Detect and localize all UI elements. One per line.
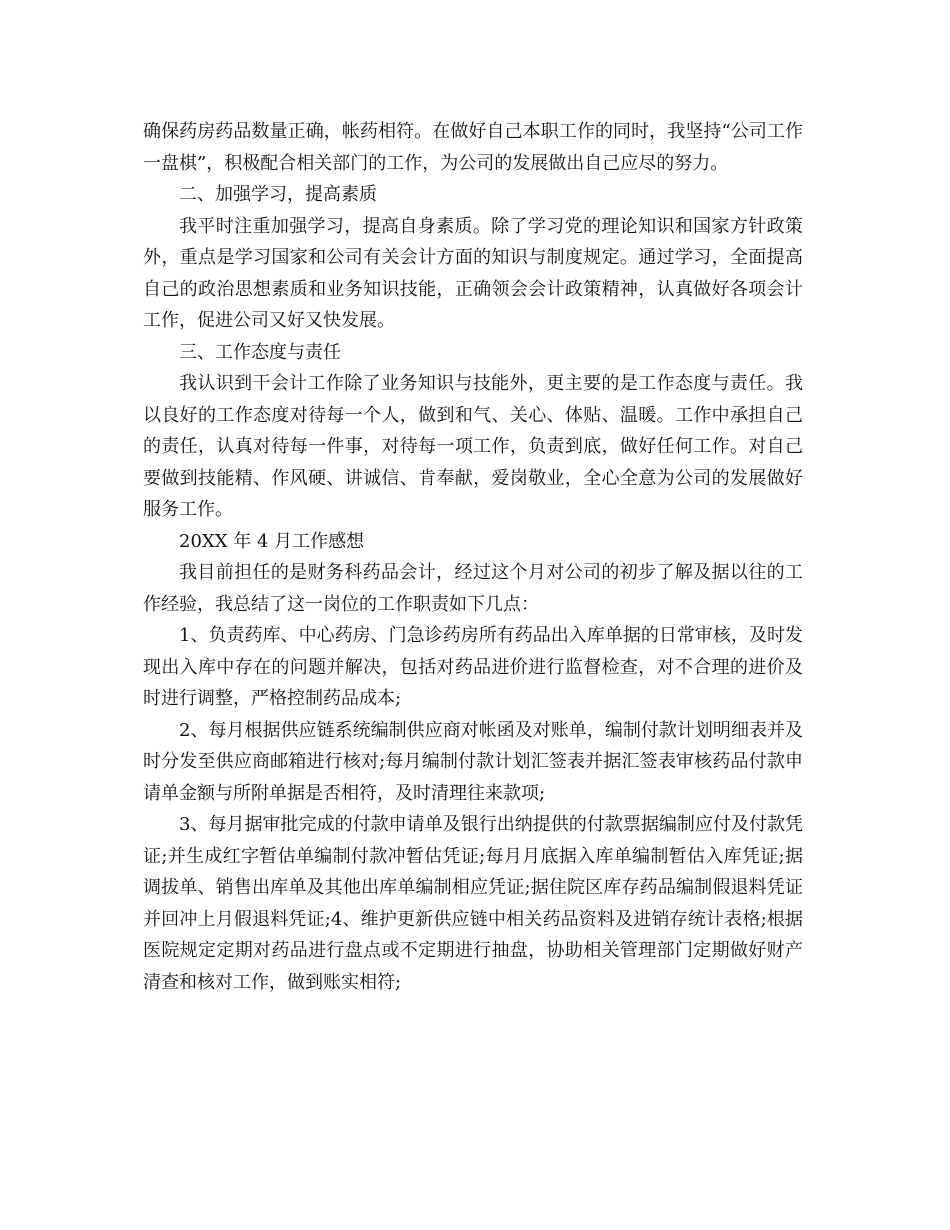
paragraph-4: 我目前担任的是财务科药品会计，经过这个月对公司的初步了解及据以往的工作经验，我总结了这一岗位的工作职责如下几点： (143, 562, 803, 615)
duty-item-1: 1、负责药库、中心药房、门急诊药房所有药品出入库单据的日常审核，及时发现出入库中存在的问题并解决，包括对药品进价进行监督检查，对不合理的进价及时进行调整，严格控制药品成本; (143, 625, 803, 709)
section-heading-3: 三、工作态度与责任 (179, 341, 341, 363)
paragraph-1: 确保药房药品数量正确，帐药相符。在做好自己本职工作的同时，我坚持“公司工作一盘棋”，积极配合相关部门的工作，为公司的发展做出自己应尽的努力。 (143, 121, 803, 174)
paragraph-3: 我认识到干会计工作除了业务知识与技能外，更主要的是工作态度与责任。我以良好的工作态度对待每一个人，做到和气、关心、体贴、温暖。工作中承担自己的责任，认真对待每一件事，对待每一项工作，负责到底，做好任何工作。对自己要做到技能精、作风硬、讲诚信、肯奉献，爱岗敬业，全心全意为公司的发展做好服务工作。 (143, 373, 803, 520)
section-heading-2: 二、加强学习，提高素质 (179, 184, 377, 205)
duty-item-2: 2、每月根据供应链系统编制供应商对帐函及对账单，编制付款计划明细表并及时分发至供应商邮箱进行核对;每月编制付款计划汇签表并据汇签表审核药品付款申请单金额与所附单据是否相符，及时清理往来款项; (143, 719, 803, 804)
section-heading-april: 20XX 年 4 月工作感想 (179, 530, 365, 552)
paragraph-2: 我平时注重加强学习，提高自身素质。除了学习党的理论知识和国家方针政策外，重点是学习国家和公司有关会计方面的知识与制度规定。通过学习，全面提高自己的政治思想素质和业务知识技能，正确领会会计政策精神，认真做好各项会计工作，促进公司又好又快发展。 (143, 215, 803, 331)
document-body (143, 116, 803, 998)
duty-item-3: 3、每月据审批完成的付款申请单及银行出纳提供的付款票据编制应付及付款凭证;并生成红字暂估单编制付款冲暂估凭证;每月月底据入库单编制暂估入库凭证;据调拔单、销售出库单及其他出库单编制相应凭证;据住院区库存药品编制假退料凭证并回冲上月假退料凭证;4、维护更新供应链中相关药品资料及进销存统计表格;根据医院规定定期对药品进行盘点或不定期进行抽盘，协助相关管理部门定期做好财产清查和核对工作，做到账实相符; (143, 814, 803, 993)
